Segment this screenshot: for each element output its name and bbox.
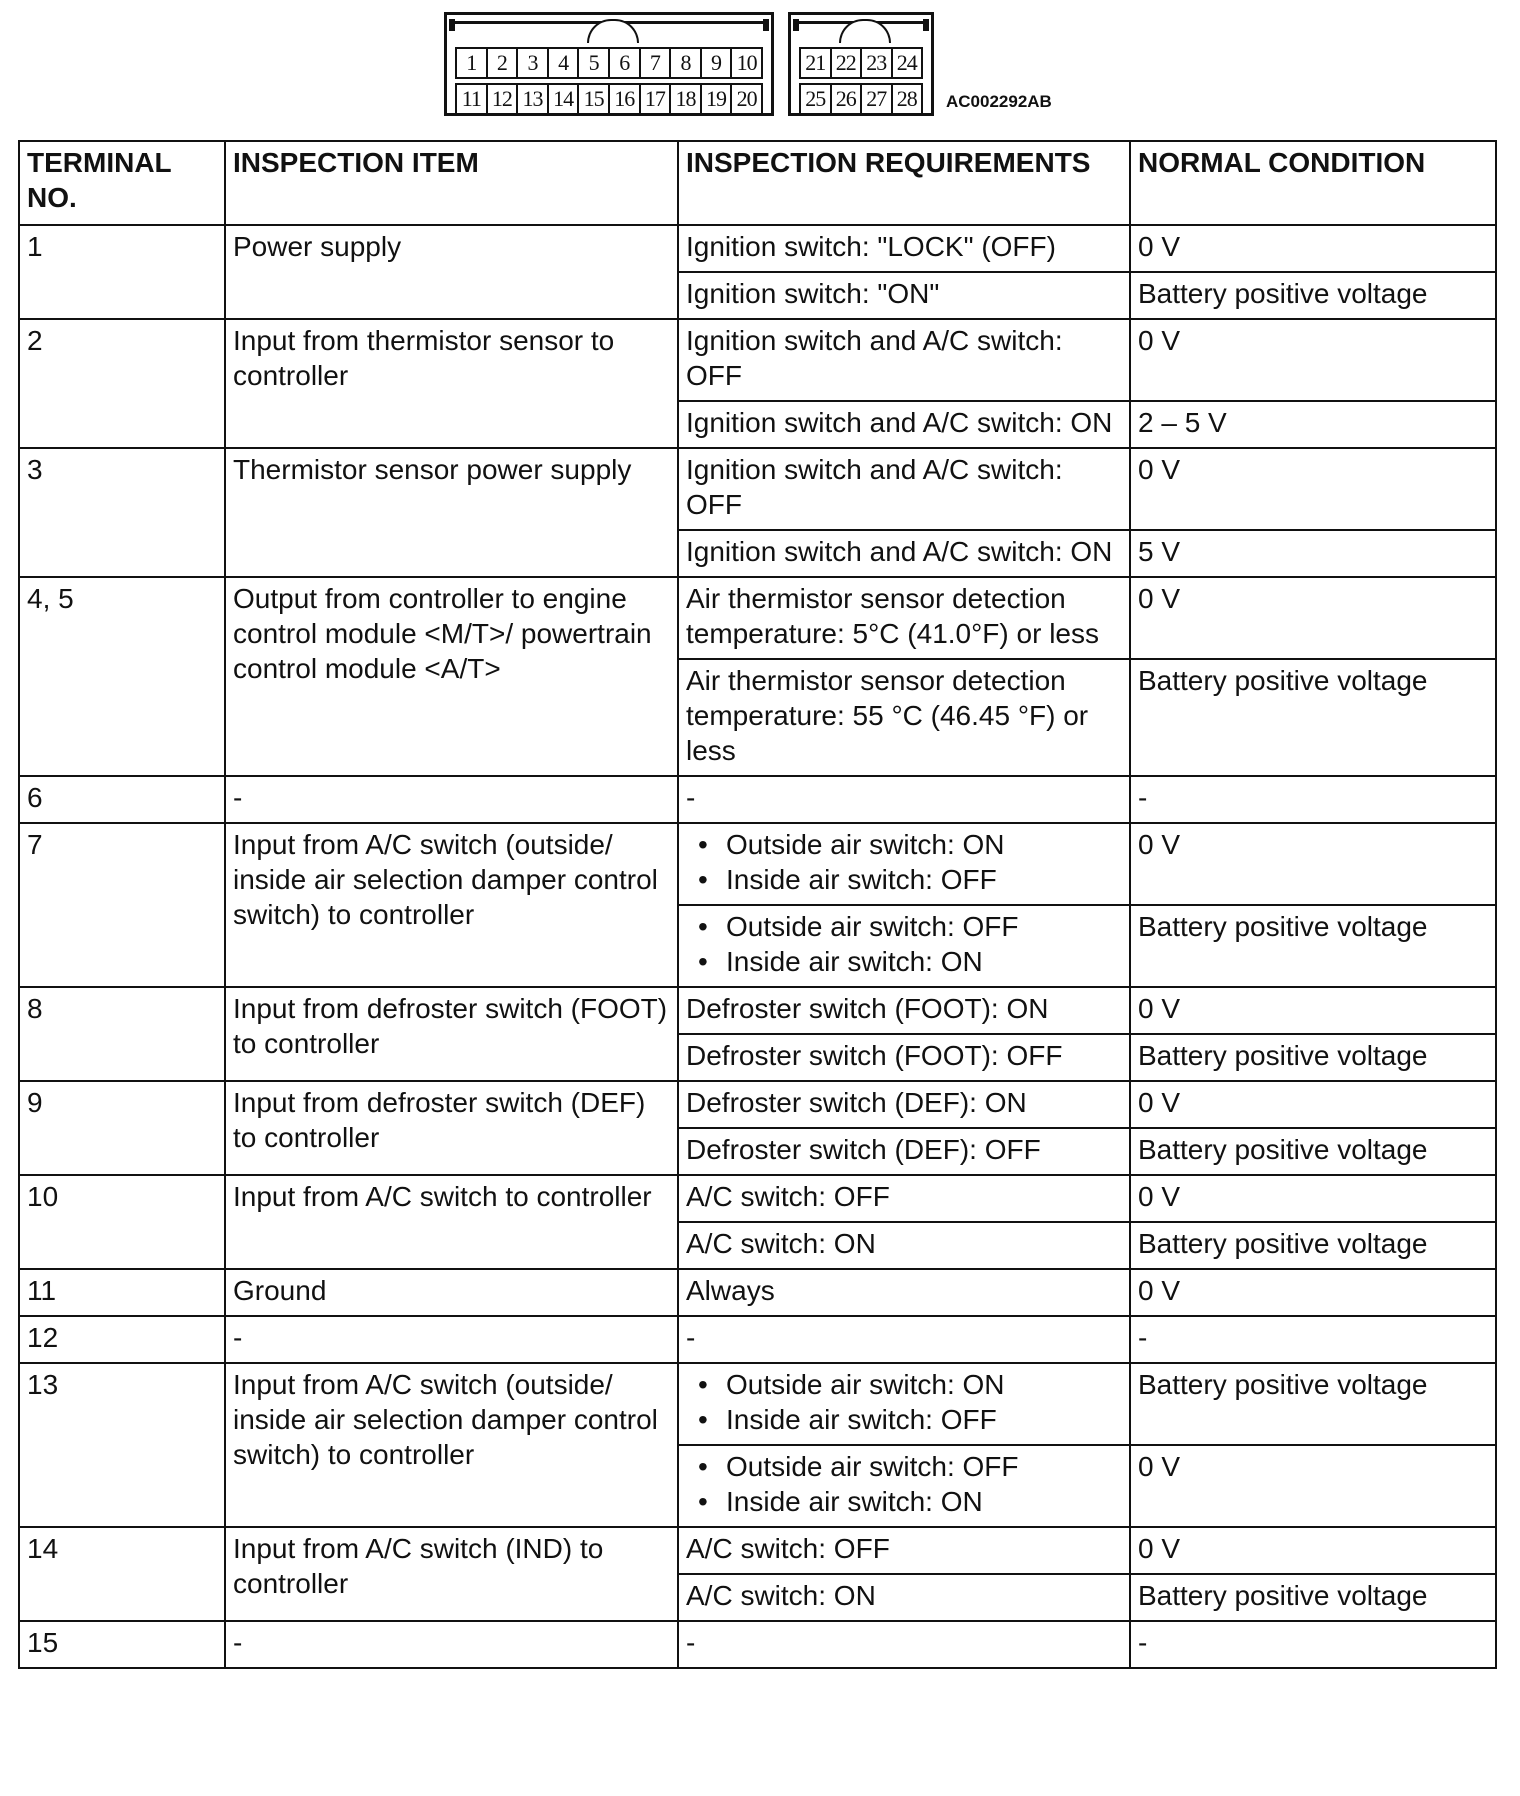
normal-condition-cell: 0 V	[1130, 823, 1496, 905]
connector-pin: 4	[547, 47, 580, 79]
normal-condition-cell: Battery positive voltage	[1130, 272, 1496, 319]
table-header-row	[19, 141, 1496, 225]
normal-condition-cell: Battery positive voltage	[1130, 905, 1496, 987]
connector-pin: 19	[700, 83, 733, 115]
table-row	[19, 1081, 1496, 1128]
terminal-no-cell: 13	[19, 1363, 225, 1527]
connector-a	[444, 12, 774, 116]
connector-pin: 7	[639, 47, 672, 79]
normal-condition-cell: -	[1130, 776, 1496, 823]
normal-condition-cell: -	[1130, 1621, 1496, 1668]
connector-pin: 6	[608, 47, 641, 79]
inspection-item-cell: Input from A/C switch to controller	[225, 1175, 678, 1269]
connector-pin: 10	[730, 47, 763, 79]
table-row	[19, 1527, 1496, 1574]
connector-b-top-row	[799, 47, 923, 79]
normal-condition-cell: Battery positive voltage	[1130, 1222, 1496, 1269]
connector-pin: 14	[547, 83, 580, 115]
requirement-bullet: • Inside air switch: ON	[686, 944, 1122, 979]
table-row	[19, 577, 1496, 659]
connector-pin: 1	[455, 47, 488, 79]
connector-pin: 2	[486, 47, 519, 79]
inspection-item-cell: Input from thermistor sensor to controller	[225, 319, 678, 448]
requirement-bullet-list	[686, 1367, 1122, 1437]
terminal-no-cell: 14	[19, 1527, 225, 1621]
requirement-bullet: • Inside air switch: OFF	[686, 1402, 1122, 1437]
terminal-no-cell: 15	[19, 1621, 225, 1668]
table-row	[19, 1316, 1496, 1363]
normal-condition-cell: 0 V	[1130, 577, 1496, 659]
connector-pin: 12	[486, 83, 519, 115]
table-row	[19, 776, 1496, 823]
terminal-no-cell: 12	[19, 1316, 225, 1363]
connector-pin: 17	[639, 83, 672, 115]
inspection-requirement-cell: Air thermistor sensor detection temperature: 5°C (41.0°F) or less	[678, 577, 1130, 659]
inspection-requirement-cell: Ignition switch and A/C switch: OFF	[678, 448, 1130, 530]
inspection-requirement-cell: Ignition switch and A/C switch: ON	[678, 530, 1130, 577]
terminal-no-cell: 10	[19, 1175, 225, 1269]
terminal-no-cell: 1	[19, 225, 225, 319]
table-row	[19, 1621, 1496, 1668]
connector-pin: 9	[700, 47, 733, 79]
inspection-requirement-cell: Ignition switch: "LOCK" (OFF)	[678, 225, 1130, 272]
table-row	[19, 823, 1496, 905]
inspection-requirement-cell	[678, 1363, 1130, 1445]
normal-condition-cell: 0 V	[1130, 987, 1496, 1034]
header-normal-condition: NORMAL CONDITION	[1130, 141, 1496, 225]
requirement-bullet: • Outside air switch: OFF	[686, 1449, 1122, 1484]
terminal-inspection-table	[18, 140, 1497, 1669]
inspection-item-cell: Input from defroster switch (FOOT) to controller	[225, 987, 678, 1081]
inspection-requirement-cell: A/C switch: OFF	[678, 1527, 1130, 1574]
terminal-no-cell: 6	[19, 776, 225, 823]
normal-condition-cell: Battery positive voltage	[1130, 1128, 1496, 1175]
normal-condition-cell: 0 V	[1130, 1269, 1496, 1316]
inspection-item-cell: -	[225, 1316, 678, 1363]
inspection-requirement-cell: -	[678, 776, 1130, 823]
connector-pin: 8	[669, 47, 702, 79]
normal-condition-cell: Battery positive voltage	[1130, 1034, 1496, 1081]
inspection-item-cell: Ground	[225, 1269, 678, 1316]
inspection-requirement-cell: Air thermistor sensor detection temperature: 55 °C (46.45 °F) or less	[678, 659, 1130, 776]
inspection-requirement-cell	[678, 905, 1130, 987]
connector-a-bottom-row	[455, 83, 763, 115]
normal-condition-cell: 0 V	[1130, 1527, 1496, 1574]
normal-condition-cell: -	[1130, 1316, 1496, 1363]
requirement-bullet: • Inside air switch: OFF	[686, 862, 1122, 897]
inspection-requirement-cell: Defroster switch (DEF): ON	[678, 1081, 1130, 1128]
requirement-bullet: • Inside air switch: ON	[686, 1484, 1122, 1519]
requirement-bullet-list	[686, 1449, 1122, 1519]
inspection-requirement-cell: Defroster switch (FOOT): OFF	[678, 1034, 1130, 1081]
connector-pin: 20	[730, 83, 763, 115]
inspection-item-cell: Input from defroster switch (DEF) to controller	[225, 1081, 678, 1175]
table-row	[19, 987, 1496, 1034]
inspection-requirement-cell	[678, 823, 1130, 905]
terminal-no-cell: 7	[19, 823, 225, 987]
normal-condition-cell: Battery positive voltage	[1130, 1574, 1496, 1621]
requirement-bullet: • Outside air switch: OFF	[686, 909, 1122, 944]
connector-pin: 16	[608, 83, 641, 115]
inspection-requirement-cell: -	[678, 1316, 1130, 1363]
normal-condition-cell: Battery positive voltage	[1130, 659, 1496, 776]
table-row	[19, 1269, 1496, 1316]
inspection-requirement-cell: A/C switch: ON	[678, 1222, 1130, 1269]
connector-pin: 11	[455, 83, 488, 115]
normal-condition-cell: 0 V	[1130, 225, 1496, 272]
terminal-no-cell: 9	[19, 1081, 225, 1175]
inspection-requirement-cell: Ignition switch and A/C switch: ON	[678, 401, 1130, 448]
table-row	[19, 448, 1496, 530]
terminal-no-cell: 3	[19, 448, 225, 577]
connector-a-top-row	[455, 47, 763, 79]
inspection-requirement-cell: Defroster switch (FOOT): ON	[678, 987, 1130, 1034]
inspection-item-cell: Power supply	[225, 225, 678, 319]
connector-pin: 26	[830, 83, 863, 115]
connector-pin: 15	[577, 83, 610, 115]
connector-pin: 25	[799, 83, 832, 115]
normal-condition-cell: 0 V	[1130, 448, 1496, 530]
terminal-no-cell: 8	[19, 987, 225, 1081]
inspection-requirement-cell	[678, 1445, 1130, 1527]
normal-condition-cell: 0 V	[1130, 1081, 1496, 1128]
connector-pin: 21	[799, 47, 832, 79]
inspection-requirement-cell: Ignition switch: "ON"	[678, 272, 1130, 319]
connector-pin: 3	[516, 47, 549, 79]
inspection-item-cell: Input from A/C switch (outside/ inside air selection damper control switch) to controller	[225, 1363, 678, 1527]
requirement-bullet: • Outside air switch: ON	[686, 1367, 1122, 1402]
inspection-requirement-cell: A/C switch: OFF	[678, 1175, 1130, 1222]
requirement-bullet: • Outside air switch: ON	[686, 827, 1122, 862]
requirement-bullet-list	[686, 909, 1122, 979]
connector-pin: 24	[891, 47, 924, 79]
requirement-bullet-list	[686, 827, 1122, 897]
inspection-requirement-cell: Ignition switch and A/C switch: OFF	[678, 319, 1130, 401]
terminal-no-cell: 11	[19, 1269, 225, 1316]
connector-pin: 13	[516, 83, 549, 115]
inspection-item-cell: -	[225, 776, 678, 823]
normal-condition-cell: 5 V	[1130, 530, 1496, 577]
inspection-requirement-cell: -	[678, 1621, 1130, 1668]
inspection-item-cell: Thermistor sensor power supply	[225, 448, 678, 577]
connector-pin: 23	[860, 47, 893, 79]
connector-b	[788, 12, 934, 116]
inspection-requirement-cell: Defroster switch (DEF): OFF	[678, 1128, 1130, 1175]
connector-pin: 5	[577, 47, 610, 79]
normal-condition-cell: 0 V	[1130, 1445, 1496, 1527]
table-row	[19, 225, 1496, 272]
inspection-item-cell: Output from controller to engine control module <M/T>/ powertrain control module <A/T>	[225, 577, 678, 776]
terminal-no-cell: 2	[19, 319, 225, 448]
table-row	[19, 319, 1496, 401]
terminal-no-cell: 4, 5	[19, 577, 225, 776]
normal-condition-cell: 0 V	[1130, 319, 1496, 401]
inspection-item-cell: Input from A/C switch (IND) to controller	[225, 1527, 678, 1621]
normal-condition-cell: 2 – 5 V	[1130, 401, 1496, 448]
connector-b-bottom-row	[799, 83, 923, 115]
connector-pin: 22	[830, 47, 863, 79]
normal-condition-cell: 0 V	[1130, 1175, 1496, 1222]
header-terminal-no: TERMINAL NO.	[19, 141, 225, 225]
table-row	[19, 1363, 1496, 1445]
diagram-code: AC002292AB	[946, 92, 1052, 111]
inspection-item-cell: -	[225, 1621, 678, 1668]
header-inspection-requirements: INSPECTION REQUIREMENTS	[678, 141, 1130, 225]
header-inspection-item: INSPECTION ITEM	[225, 141, 678, 225]
connector-pin: 18	[669, 83, 702, 115]
connector-pin: 27	[860, 83, 893, 115]
table-row	[19, 1175, 1496, 1222]
inspection-item-cell: Input from A/C switch (outside/ inside air selection damper control switch) to controller	[225, 823, 678, 987]
normal-condition-cell: Battery positive voltage	[1130, 1363, 1496, 1445]
inspection-requirement-cell: A/C switch: ON	[678, 1574, 1130, 1621]
inspection-requirement-cell: Always	[678, 1269, 1130, 1316]
connector-pin: 28	[891, 83, 924, 115]
